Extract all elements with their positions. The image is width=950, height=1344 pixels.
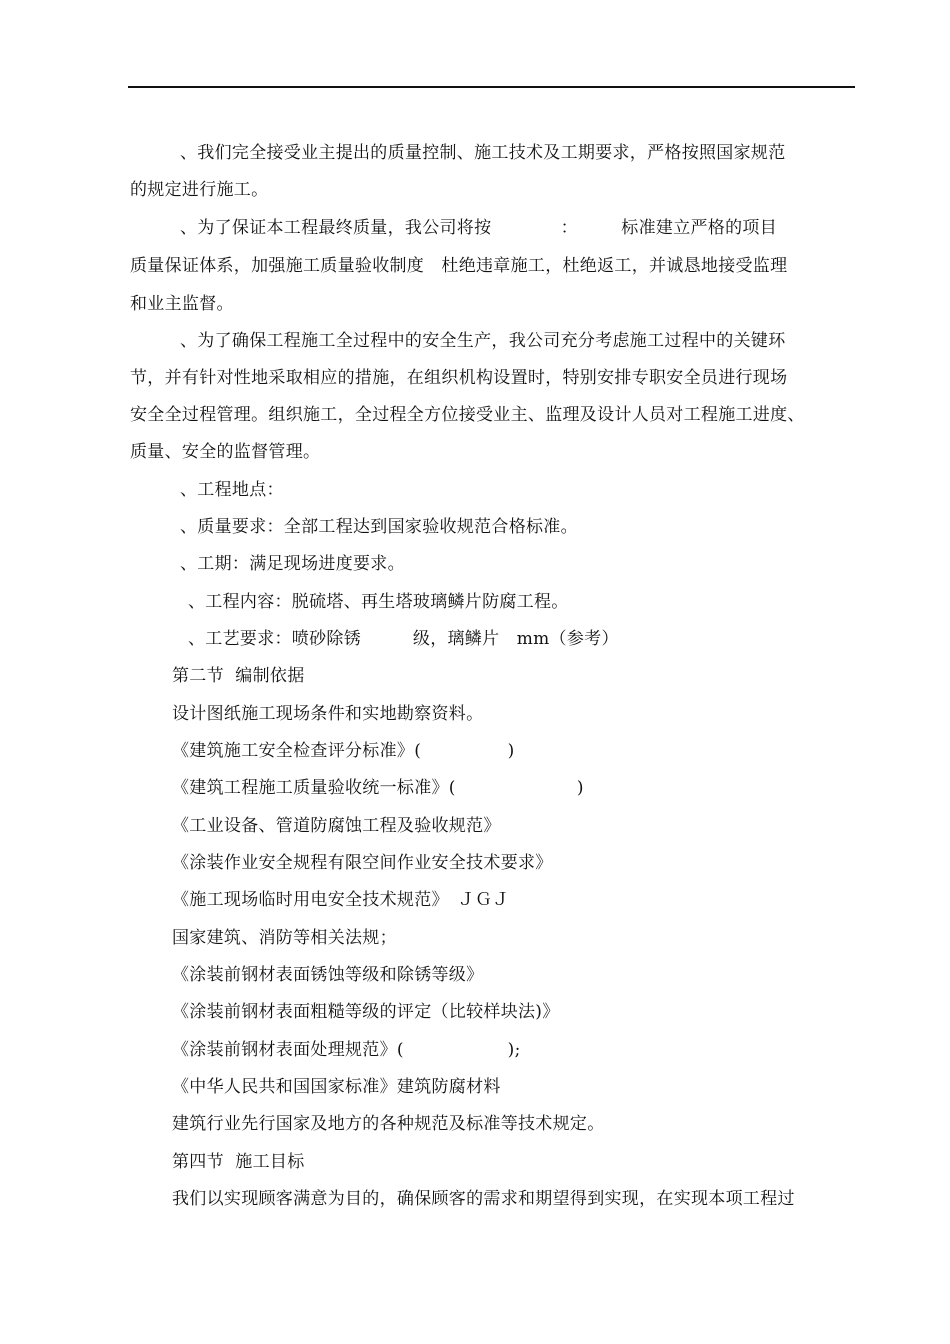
header-rule	[128, 86, 855, 88]
basis-item-12: 建筑行业先行国家及地方的各种规范及标准等技术规定。	[172, 1114, 605, 1134]
item-quality: 、质量要求：全部工程达到国家验收规范合格标准。	[180, 517, 578, 537]
basis-item-6: 《施工现场临时用电安全技术规范》 ＪＧＪ	[172, 890, 510, 910]
basis-item-11: 《中华人民共和国国家标准》建筑防腐材料	[172, 1077, 501, 1097]
basis-item-2: 《建筑施工安全检查评分标准》( )	[172, 741, 515, 761]
paragraph-1-line-2: 的规定进行施工。	[130, 180, 269, 200]
basis-item-3: 《建筑工程施工质量验收统一标准》( )	[172, 778, 584, 798]
paragraph-3-line-1: 、为了确保工程施工全过程中的安全生产，我公司充分考虑施工过程中的关键环	[180, 331, 786, 351]
paragraph-3-line-4: 质量、安全的监督管理。	[130, 442, 321, 462]
paragraph-1-line-1: 、我们完全接受业主提出的质量控制、施工技术及工期要求，严格按照国家规范	[180, 143, 786, 163]
basis-item-10: 《涂装前钢材表面处理规范》( );	[172, 1040, 521, 1060]
item-process: 、工艺要求：喷砂除锈 级，璃鳞片 mm（参考）	[188, 629, 619, 649]
item-location: 、工程地点：	[180, 480, 284, 500]
section-4-title: 第四节 施工目标	[172, 1152, 305, 1172]
basis-item-4: 《工业设备、管道防腐蚀工程及验收规范》	[172, 816, 501, 836]
paragraph-2-line-3: 和业主监督。	[130, 294, 234, 314]
paragraph-3-line-2: 节，并有针对性地采取相应的措施，在组织机构设置时，特别安排专职安全员进行现场	[130, 368, 788, 388]
paragraph-2-line-2: 质量保证体系，加强施工质量验收制度 杜绝违章施工，杜绝返工，并诚恳地接受监理	[130, 256, 788, 276]
paragraph-2-line-1: 、为了保证本工程最终质量，我公司将按 ： 标准建立严格的项目	[180, 218, 777, 238]
paragraph-3-line-3: 安全全过程管理。组织施工，全过程全方位接受业主、监理及设计人员对工程施工进度、	[130, 405, 805, 425]
goal-line-1: 我们以实现顾客满意为目的，确保顾客的需求和期望得到实现，在实现本项工程过	[172, 1189, 795, 1209]
basis-item-1: 设计图纸施工现场条件和实地勘察资料。	[172, 704, 484, 724]
basis-item-9: 《涂装前钢材表面粗糙等级的评定（比较样块法)》	[172, 1002, 560, 1022]
basis-item-7: 国家建筑、消防等相关法规；	[172, 928, 397, 948]
basis-item-8: 《涂装前钢材表面锈蚀等级和除锈等级》	[172, 965, 484, 985]
item-content: 、工程内容：脱硫塔、再生塔玻璃鳞片防腐工程。	[188, 592, 569, 612]
section-2-title: 第二节 编制依据	[172, 666, 305, 686]
item-period: 、工期：满足现场进度要求。	[180, 554, 405, 574]
basis-item-5: 《涂装作业安全规程有限空间作业安全技术要求》	[172, 853, 553, 873]
